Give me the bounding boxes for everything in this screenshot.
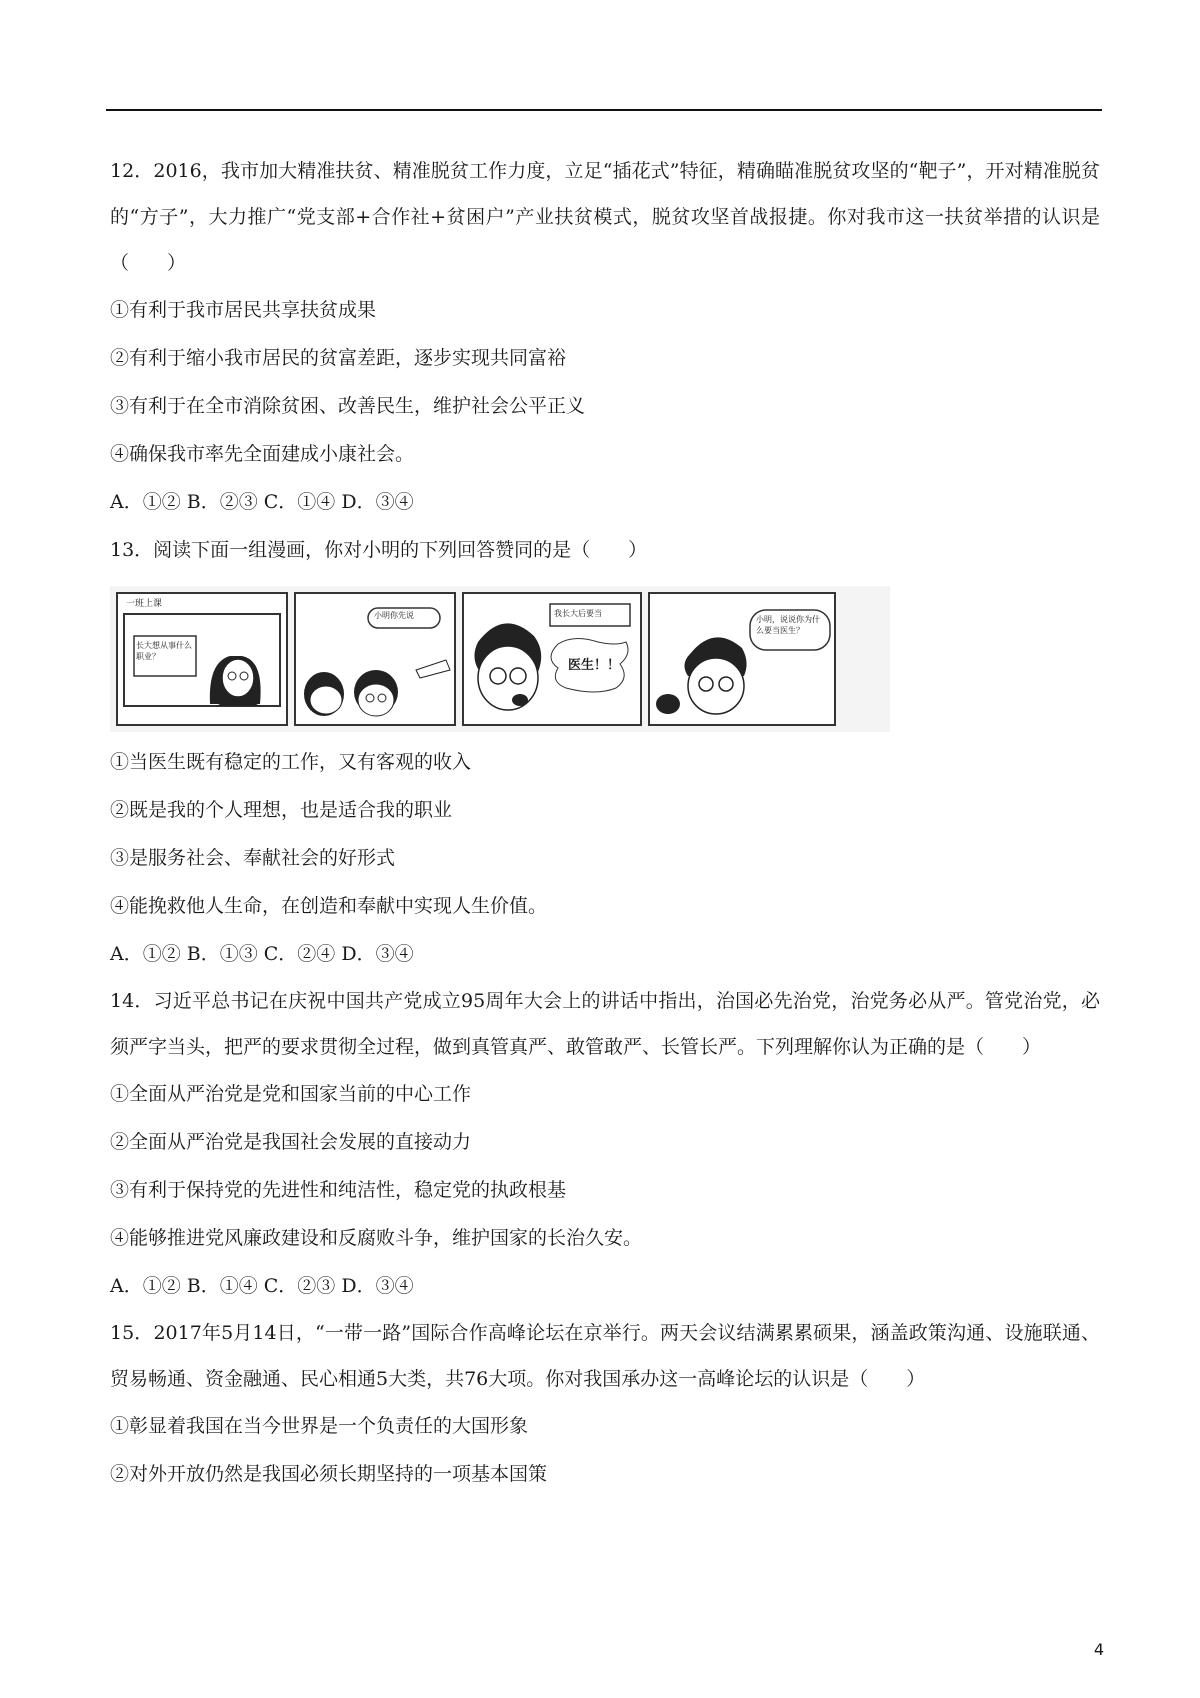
question-13-option-3: ③是服务社会、奉献社会的好形式	[110, 847, 396, 869]
question-13-option-1: ①当医生既有稳定的工作，又有客观的收入	[110, 751, 472, 773]
header-rule	[106, 109, 1102, 111]
comic-panel-1	[116, 592, 288, 726]
question-12-option-2: ②有利于缩小我市居民的贫富差距，逐步实现共同富裕	[110, 347, 567, 369]
question-14	[110, 978, 1100, 1310]
comic-strip	[110, 586, 890, 732]
question-12-option-1: ①有利于我市居民共享扶贫成果	[110, 299, 377, 321]
question-15	[110, 1310, 1100, 1498]
comic-panel-3	[462, 592, 642, 726]
question-12-option-3: ③有利于在全市消除贫困、改善民生，维护社会公平正义	[110, 395, 586, 417]
question-12-option-4: ④确保我市率先全面建成小康社会。	[110, 443, 415, 465]
page-number: 4	[1093, 1640, 1104, 1659]
question-14-stem: 14．习近平总书记在庆祝中国共产党成立95周年大会上的讲话中指出，治国必先治党，治党务必从严。管党治党，必须严字当头，把严的要求贯彻全过程，做到真管真严、敢管敢严、长管长严。下列理解你认为正确的是（ ）	[110, 990, 1100, 1058]
comic-panel-4-bubble: 小明，说说你为什么要当医生？	[756, 615, 820, 635]
question-15-option-2: ②对外开放仍然是我国必须长期坚持的一项基本国策	[110, 1463, 548, 1485]
question-12-answers: A．①② B．②③ C．①④ D．③④	[110, 491, 414, 513]
question-12-stem: 12．2016，我市加大精准扶贫、精准脱贫工作力度，立足“插花式”特征，精确瞄准脱贫攻坚的“靶子”，开对精准脱贫的“方子”，大力推广“党支部+合作社+贫困户”产业扶贫模式，脱贫攻坚首战报捷。你对我市这一扶贫举措的认识是（ ）	[110, 160, 1100, 274]
question-14-option-2: ②全面从严治党是我国社会发展的直接动力	[110, 1131, 472, 1153]
question-14-option-1: ①全面从严治党是党和国家当前的中心工作	[110, 1083, 472, 1105]
question-13	[110, 526, 1100, 978]
comic-panel-4	[648, 592, 836, 726]
question-15-option-1: ①彰显着我国在当今世界是一个负责任的大国形象	[110, 1415, 529, 1437]
question-12	[110, 148, 1100, 526]
question-14-option-4: ④能够推进党风廉政建设和反腐败斗争，维护国家的长治久安。	[110, 1227, 643, 1249]
question-13-answers: A．①② B．①③ C．②④ D．③④	[110, 943, 414, 965]
comic-panel-2	[294, 592, 456, 726]
page-content	[110, 148, 1100, 1498]
comic-panel-1-title: 一班上课	[126, 599, 163, 609]
comic-panel-1-board: 长大想从事什么职业？	[136, 641, 192, 661]
question-13-option-4: ④能挽救他人生命，在创造和奉献中实现人生价值。	[110, 895, 548, 917]
question-14-answers: A．①② B．①④ C．②③ D．③④	[110, 1275, 414, 1297]
comic-panel-3-speech: 医生！！	[568, 658, 621, 673]
comic-panel-2-bubble: 小明你先说	[374, 611, 414, 620]
question-13-option-2: ②既是我的个人理想，也是适合我的职业	[110, 799, 453, 821]
question-15-stem: 15．2017年5月14日，“一带一路”国际合作高峰论坛在京举行。两天会议结满累累硕果，涵盖政策沟通、设施联通、贸易畅通、资金融通、民心相通5大类，共76大项。你对我国承办这一高峰论坛的认识是（ ）	[110, 1322, 1100, 1390]
question-14-option-3: ③有利于保持党的先进性和纯洁性，稳定党的执政根基	[110, 1179, 567, 1201]
question-13-stem: 13．阅读下面一组漫画，你对小明的下列回答赞同的是（ ）	[110, 539, 648, 561]
comic-panel-3-sign: 我长大后要当	[554, 609, 602, 618]
